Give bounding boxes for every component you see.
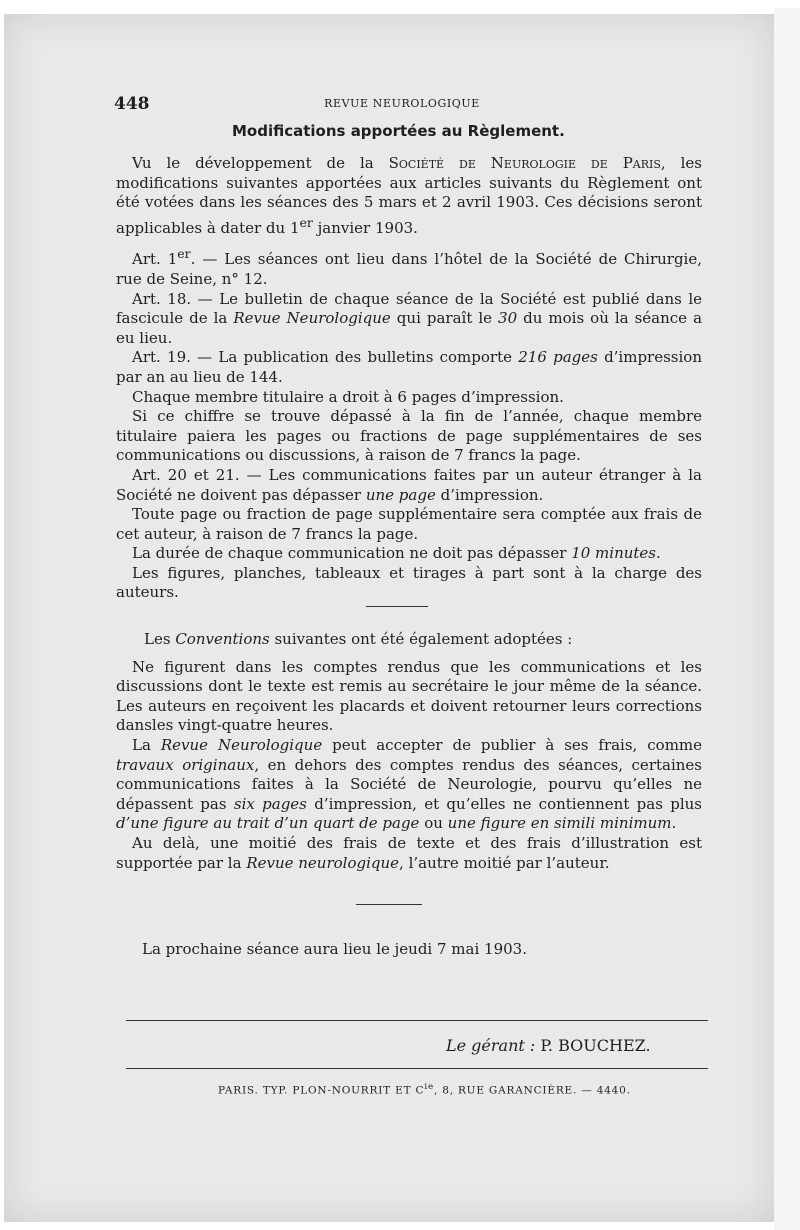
- reports-paragraph: Ne figurent dans les comptes rendus que les communications et les discussions dont le texte est remis au secrétaire le jour même de la séance. Les auteurs en reçoivent les placards et doivent retourner leurs corrections dansles vingt-quatre heures.: [116, 657, 702, 735]
- page-edge: [774, 8, 800, 1230]
- printer-imprint: PARIS. TYP. PLON-NOURRIT ET $C^{ie}$, 8, RUE GARANCIÈRE. — 4440.: [218, 1082, 631, 1097]
- article-19: Art. 19. — La publication des bulletins comporte 216 pages d’impression par an au lieu de 144.: [116, 348, 702, 386]
- body-block-rules: [116, 154, 702, 603]
- gerant-signature: [446, 1036, 651, 1055]
- footer-rule-top: [126, 1020, 708, 1021]
- article-18: Art. 18. — Le bulletin de chaque séance de la Société est publié dans le fascicule de la Revue Neurologique qui paraît le 30 du mois où la séance a eu lieu.: [116, 289, 703, 347]
- article-20-21: Art. 20 et 21. — Les communications faites par un auteur étranger à la Société ne doivent pas dépasser une page d’impression.: [116, 465, 702, 504]
- gerant-label: Le gérant :: [446, 1036, 536, 1055]
- separator-rule: [356, 904, 422, 905]
- page-header: [114, 94, 690, 116]
- conventions-intro: Les Conventions suivantes ont été également adoptées :: [144, 630, 573, 648]
- gerant-name: P. BOUCHEZ.: [540, 1036, 651, 1055]
- next-session: La prochaine séance aura lieu le jeudi 7 mai 1903.: [142, 940, 527, 958]
- member-paragraph: Chaque membre titulaire a droit à 6 pages d’impression.: [132, 387, 564, 406]
- duration-paragraph: La durée de chaque communication ne doit pas dépasser 10 minutes.: [132, 544, 661, 563]
- beyond-paragraph: Au delà, une moitié des frais de texte et des frais d’illustration est supportée par la Revue neurologique, l’autre moitié par l’auteur.: [116, 833, 702, 872]
- figures-paragraph: Les figures, planches, tableaux et tirages à part sont à la charge des auteurs.: [116, 563, 702, 602]
- extra-page-paragraph: Toute page ou fraction de page supplémentaire sera comptée aux frais de cet auteur, à raison de 7 francs la page.: [116, 505, 702, 543]
- revue-paragraph: La Revue Neurologique peut accepter de publier à ses frais, comme travaux originaux, en dehors des comptes rendus des séances, certaines communications faites à la Société de Neurologie, pourvu qu’elles ne dépassent pas six pages d’impression, et qu’elles ne contiennent pas plus d’une figure au trait d’un quart de page ou une figure en simili minimum.: [116, 735, 703, 833]
- section-title: Modifications apportées au Règlement.: [232, 122, 565, 140]
- separator-rule: [366, 606, 428, 607]
- excess-paragraph: Si ce chiffre se trouve dépassé à la fin de l’année, chaque membre titulaire paiera les pages ou fractions de page supplémentaires de ses communications ou discussions, à raison de 7 francs la page.: [116, 407, 702, 465]
- page-number: 448: [114, 94, 150, 114]
- article-1: Art. 1er. — Les séances ont lieu dans l’hôtel de la Société de Chirurgie, rue de Seine, n° 12.: [116, 246, 702, 288]
- footer-rule-bottom: [126, 1068, 708, 1069]
- running-title: REVUE NEUROLOGIQUE: [324, 97, 480, 110]
- intro-paragraph: Vu le développement de la Société de Neurologie de Paris, les modifications suivantes apportées aux articles suivants du Règlement ont été votées dans les séances des 5 mars et 2 avril 1903. Ces décisions seront applicables à dater du 1er janvier 1903.: [116, 154, 702, 237]
- body-block-conventions: [116, 630, 702, 873]
